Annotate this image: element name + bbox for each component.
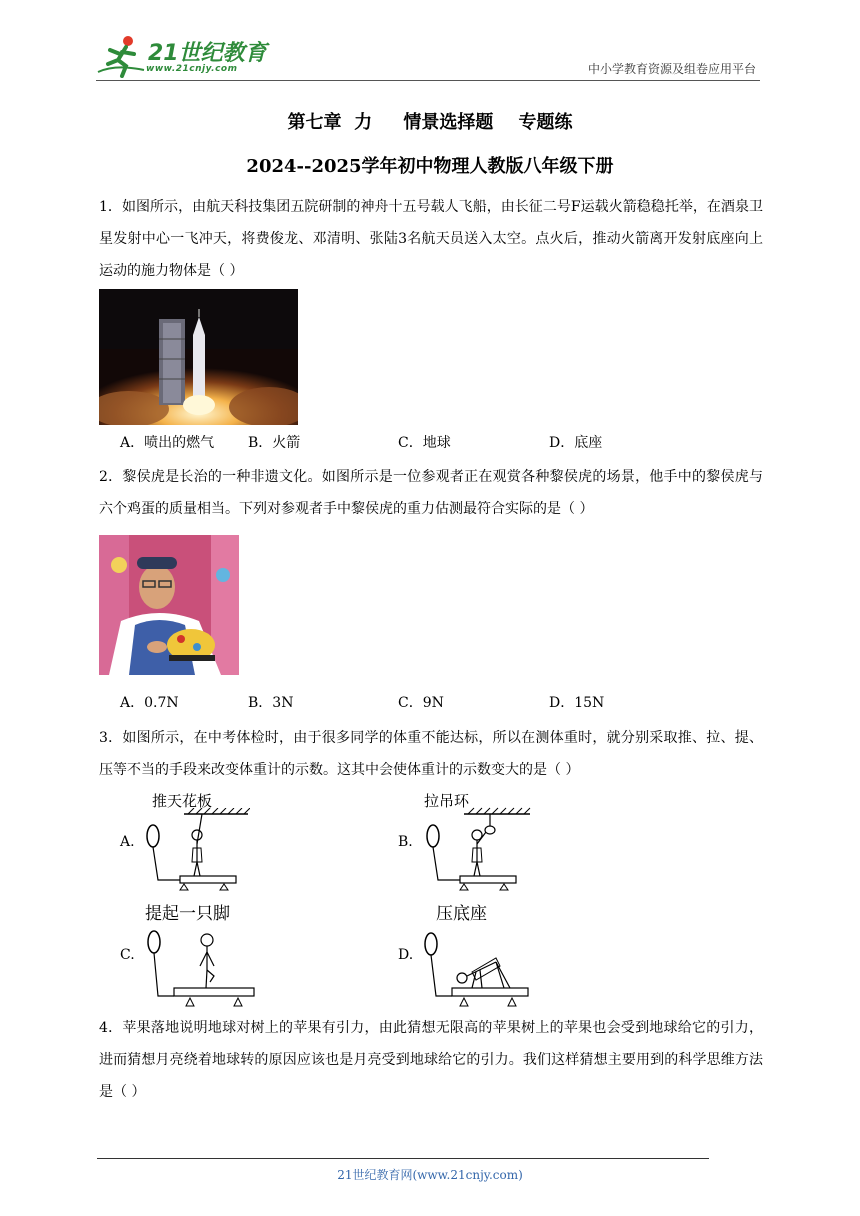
- q3-option-a: A.: [120, 834, 135, 850]
- question-4-text: 4．苹果落地说明地球对树上的苹果有引力，由此猜想无限高的苹果树上的苹果也会受到地球给它的引力，进而猜想月亮绕着地球转的原因应该也是月亮受到地球给它的引力。我们这样猜想主要用到的科学思维方法是（ ）: [99, 1020, 763, 1100]
- q3-option-c: C.: [120, 947, 135, 963]
- q3-option-d: D.: [398, 947, 414, 963]
- q2-option-d: D．15N: [549, 695, 605, 711]
- page-subtitle: 2024--2025学年初中物理人教版八年级下册: [246, 156, 614, 177]
- press-base-diagram: [420, 926, 532, 1008]
- footer-link[interactable]: 21世纪教育网(www.21cnjy.com): [337, 1168, 523, 1182]
- question-2-text: 2．黎侯虎是长治的一种非遗文化。如图所示是一位参观者正在观赏各种黎侯虎的场景，他手中的黎侯虎与六个鸡蛋的质量相当。下列对参观者手中黎侯虎的重力估测最符合实际的是（ ）: [99, 469, 763, 517]
- runner-logo-icon: [96, 34, 146, 78]
- pull-ring-diagram: [420, 806, 532, 892]
- header-divider: [96, 80, 760, 81]
- site-logo: [96, 34, 266, 80]
- logo-text: 21世纪教育: [148, 41, 267, 66]
- header-platform-text: 中小学教育资源及组卷应用平台: [587, 62, 756, 76]
- q1-option-c: C．地球: [398, 435, 451, 451]
- page-title: 第七章 力 情景选择题 专题练: [287, 112, 573, 133]
- question-3-text: 3．如图所示，在中考体检时，由于很多同学的体重不能达标，所以在测体重时，就分别采取推、拉、提、压等不当的手段来改变体重计的示数。这其中会使体重计的示数变大的是（ ）: [99, 730, 763, 778]
- q2-option-b: B．3N: [248, 695, 294, 711]
- question-1-text: 1．如图所示，由航天科技集团五院研制的神舟十五号载人飞船，由长征二号F运载火箭稳稳托举，在酒泉卫星发射中心一飞冲天，将费俊龙、邓清明、张陆3名航天员送入太空。点火后，推动火箭离开发射底座向上运动的施力物体是（ ）: [99, 199, 763, 279]
- visitor-tiger-photo: [99, 535, 239, 675]
- q3-option-b: B.: [398, 834, 413, 850]
- q1-option-d: D．底座: [549, 435, 603, 451]
- logo-url: www.21cnjy.com: [146, 64, 238, 74]
- diagram-a-label: 推天花板: [152, 792, 213, 810]
- q1-option-b: B．火箭: [248, 435, 301, 451]
- diagram-d-label: 压底座: [436, 904, 487, 924]
- push-ceiling-diagram: [140, 808, 250, 892]
- footer-divider: [97, 1158, 709, 1159]
- q2-option-c: C．9N: [398, 695, 444, 711]
- q1-option-a: A．喷出的燃气: [120, 435, 215, 451]
- diagram-b-label: 拉吊环: [424, 792, 470, 810]
- q2-option-a: A．0.7N: [120, 695, 179, 711]
- lift-foot-diagram: [140, 926, 258, 1008]
- rocket-launch-photo: [99, 289, 298, 425]
- diagram-c-label: 提起一只脚: [145, 904, 230, 924]
